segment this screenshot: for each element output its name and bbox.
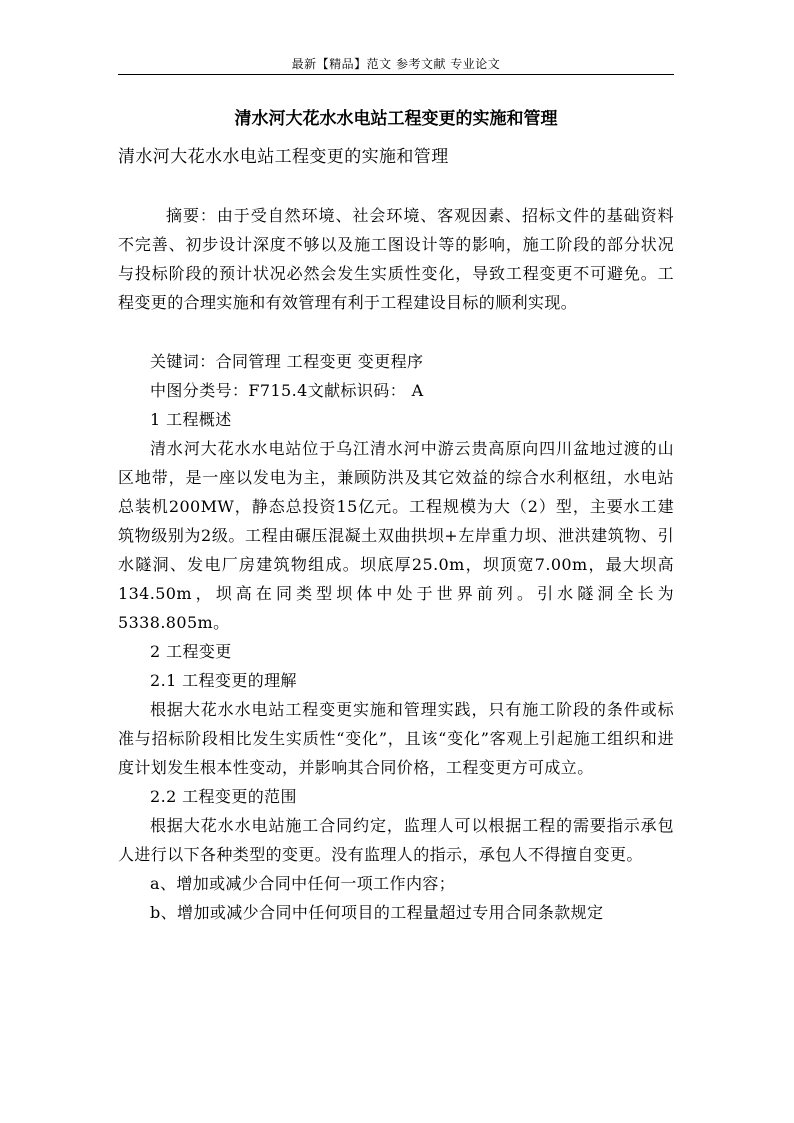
section-1-paragraph: 清水河大花水水电站位于乌江清水河中游云贵高原向四川盆地过渡的山区地带，是一座以发电为主，兼顾防洪及其它效益的综合水利枢纽，水电站总装机200MW，静态总投资15亿元。工程规模为大（2）型，主要水工建筑物级别为2级。工程由碾压混凝土双曲拱坝+左岸重力坝、泄洪建筑物、引水隧洞、发电厂房建筑物组成。坝底厚25.0m，坝顶宽7.00m，最大坝高134.50m，坝高在同类型坝体中处于世界前列。引水隧洞全长为5338.805m。	[118, 439, 674, 632]
keywords-line: 关键词：合同管理 工程变更 变更程序	[150, 352, 424, 371]
classification-line: 中图分类号：F715.4文献标识码： A	[150, 381, 424, 400]
document-subtitle: 清水河大花水水电站工程变更的实施和管理	[118, 147, 449, 167]
document-title: 清水河大花水水电站工程变更的实施和管理	[234, 109, 558, 129]
list-item: b、增加或减少合同中任何项目的工程量超过专用合同条款规定	[150, 903, 604, 922]
subsection-2-1-paragraph: 根据大花水水电站工程变更实施和管理实践，只有施工阶段的条件或标准与招标阶段相比发生实质性“变化”，且该“变化”客观上引起施工组织和进度计划发生根本性变动，并影响其合同价格，工程变更方可成立。	[118, 700, 674, 777]
page-header: 最新【精品】范文 参考文献 专业论文	[291, 57, 501, 71]
abstract-paragraph: 摘要：由于受自然环境、社会环境、客观因素、招标文件的基础资料不完善、初步设计深度不够以及施工图设计等的影响，施工阶段的部分状况与投标阶段的预计状况必然会发生实质性变化，导致工程变更不可避免。工程变更的合理实施和有效管理有利于工程建设目标的顺利实现。	[118, 206, 674, 312]
header-divider	[118, 74, 674, 75]
section-heading-2: 2 工程变更	[150, 642, 232, 661]
subsection-heading-2-2: 2.2 工程变更的范围	[150, 787, 297, 806]
subsection-heading-2-1: 2.1 工程变更的理解	[150, 671, 297, 690]
subsection-2-2-paragraph: 根据大花水水电站施工合同约定，监理人可以根据工程的需要指示承包人进行以下各种类型的变更。没有监理人的指示，承包人不得擅自变更。	[118, 816, 674, 864]
list-item: a、增加或减少合同中任何一项工作内容；	[150, 874, 456, 893]
document-body	[118, 144, 674, 927]
section-heading-1: 1 工程概述	[150, 410, 232, 429]
